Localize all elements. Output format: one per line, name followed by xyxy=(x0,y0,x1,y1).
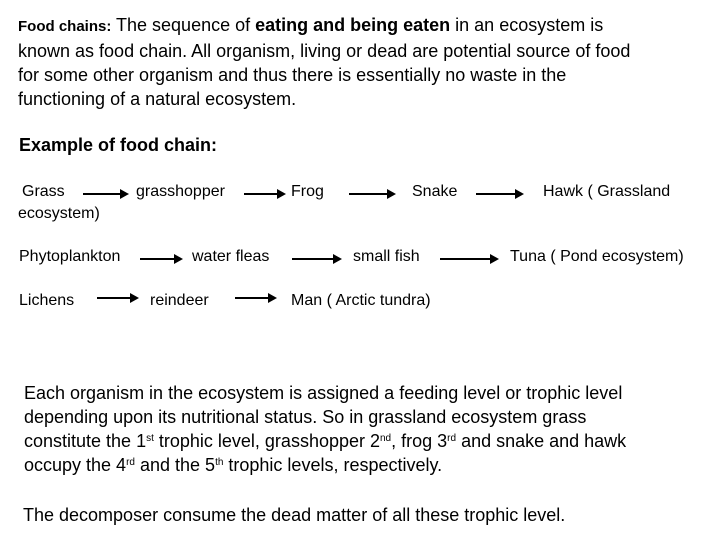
trophic-text: occupy the 4 xyxy=(24,455,127,475)
trophic-text: trophic levels, respectively. xyxy=(223,455,443,475)
intro-line: for some other organism and thus there is essentially no waste in the xyxy=(18,65,567,85)
superscript: st xyxy=(146,433,154,444)
trophic-text: , frog 3 xyxy=(391,431,448,451)
chain-item: Frog xyxy=(291,183,324,200)
intro-paragraph xyxy=(18,13,708,111)
trophic-line: Each organism in the ecosystem is assigned a feeding level or trophic level xyxy=(24,383,623,403)
intro-line: functioning of a natural ecosystem. xyxy=(18,89,297,109)
superscript: nd xyxy=(380,433,392,444)
superscript: rd xyxy=(126,457,135,468)
arrow-icon xyxy=(244,193,284,195)
arrow-icon xyxy=(349,193,394,195)
chain-item: Man ( Arctic tundra) xyxy=(291,292,431,309)
arrow-icon xyxy=(292,258,340,260)
chain-item: ecosystem) xyxy=(18,205,100,222)
chain-item: reindeer xyxy=(150,292,209,309)
arrow-icon xyxy=(140,258,181,260)
trophic-text: trophic level, grasshopper 2 xyxy=(153,431,380,451)
superscript: rd xyxy=(447,433,457,444)
decomposer-sentence: The decomposer consume the dead matter of all these trophic level. xyxy=(23,505,566,525)
intro-line: known as food chain. All organism, living or dead are potential source of food xyxy=(18,41,631,61)
arrow-icon xyxy=(235,297,275,299)
trophic-paragraph xyxy=(24,381,714,477)
chain-item: Grass xyxy=(22,183,65,200)
arrow-icon xyxy=(83,193,127,195)
trophic-text: and snake and hawk xyxy=(456,431,627,451)
arrow-icon xyxy=(476,193,522,195)
example-heading: Example of food chain: xyxy=(19,135,218,155)
trophic-text: constitute the 1 xyxy=(24,431,147,451)
intro-bold-phrase: eating and being eaten xyxy=(255,15,451,35)
chain-item: small fish xyxy=(353,248,420,265)
chain-item: water fleas xyxy=(192,248,270,265)
chain-item: Hawk ( Grassland xyxy=(543,183,671,200)
intro-text: The sequence of xyxy=(111,15,256,35)
arrow-icon xyxy=(97,297,137,299)
chain-item: Tuna ( Pond ecosystem) xyxy=(510,248,684,265)
trophic-text: and the 5 xyxy=(134,455,216,475)
superscript: th xyxy=(215,457,224,468)
chain-item: Phytoplankton xyxy=(19,248,121,265)
food-chains-label: Food chains: xyxy=(18,18,112,35)
intro-text: in an ecosystem is xyxy=(450,15,604,35)
chain-item: Lichens xyxy=(19,292,75,309)
trophic-line: depending upon its nutritional status. So in grassland ecosystem grass xyxy=(24,407,587,427)
chain-item: grasshopper xyxy=(136,183,225,200)
arrow-icon xyxy=(440,258,497,260)
chain-item: Snake xyxy=(412,183,458,200)
